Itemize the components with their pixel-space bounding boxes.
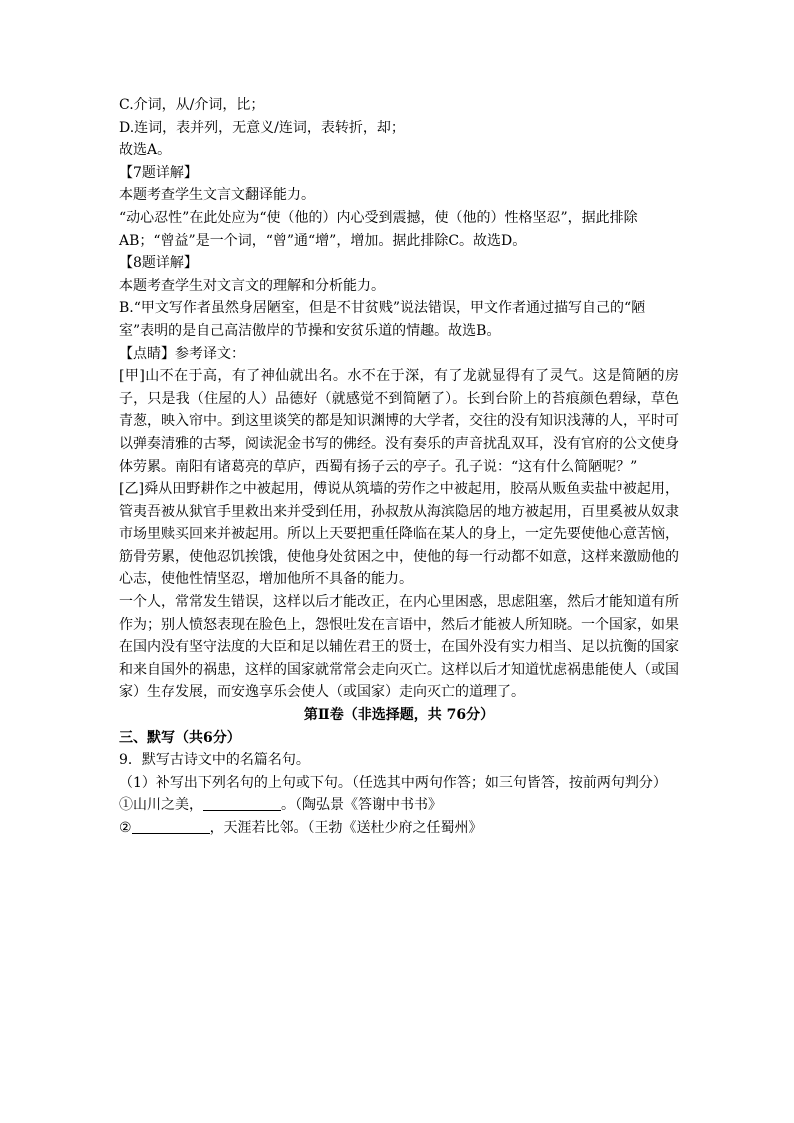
- fill-item-2-suffix: ，天涯若比邻。（王勃《送杜少府之任蜀州》: [209, 820, 483, 836]
- fill-item-1: [119, 794, 679, 817]
- question-9: 9．默写古诗文中的名篇名句。: [119, 752, 310, 769]
- translation-people: 一个人，常常发生错误，这样以后才能改正，在内心里困惑，思虑阻塞，然后才能知道有所作为；别人愤怒表现在脸色上，怨恨吐发在言语中，然后才能被人所知晓。一个国家，如果在国内没有坚守法度的大臣和足以辅佐君王的贤士，在国外没有实力相当、足以抗衡的国家和来自国外的祸患，这样的国家就常常会走向灭亡。这样以后才知道忧虑祸患能使人（或国家）生存发展，而安逸享乐会使人（或国家）走向灭亡的道理了。: [119, 594, 679, 701]
- fill-item-1-suffix: 。（陶弘景《答谢中书书》: [281, 797, 442, 814]
- q7-explain-1: “动心忍性”在此处应为“使（他的）内心受到震撼，使（他的）性格坚忍”，据此排除: [119, 209, 638, 226]
- option-d-line: D.连词，表并列，无意义/连词，表转折，却；: [119, 119, 405, 136]
- translation-yi: [乙]舜从田野耕作之中被起用，傅说从筑墙的劳作之中被起用，胶鬲从贩鱼卖盐中被起用，管夷吾被从狱官手里救出来并受到任用，孙叔敖从海滨隐居的地方被起用，百里奚被从奴隶市场里赎买回来并被起用。所以上天要把重任降临在某人的身上，一定先要使他心意苦恼，筋骨劳累，使他忍饥挨饿，使他身处贫困之中，使他的每一行动都不如意，这样来激励他的心志，使他性情坚忍，增加他所不具备的能力。: [119, 481, 679, 588]
- fill-item-2-prefix: ②: [119, 820, 132, 836]
- q8-intro: 本题考查学生对文言文的理解和分析能力。: [119, 277, 385, 294]
- q7-intro: 本题考查学生文言文翻译能力。: [119, 187, 315, 204]
- option-c-line: C.介词，从/介词，比；: [119, 97, 265, 113]
- fill-item-2: [119, 817, 679, 840]
- q7-heading: 【7题详解】: [119, 164, 198, 181]
- q8-explain-2: 室”表明的是自己高洁傲岸的节操和安贫乐道的情趣。故选B。: [119, 322, 501, 339]
- section-title: 第Ⅱ卷（非选择题，共 76分）: [303, 707, 495, 724]
- part-heading: 三、默写（共6分）: [119, 729, 241, 746]
- q8-explain-1: B.“甲文写作者虽然身居陋室，但是不甘贫贱”说法错误，甲文作者通过描写自己的“陋: [119, 300, 646, 317]
- document-page: [119, 94, 679, 840]
- tip-heading: 【点睛】参考译文：: [119, 345, 245, 362]
- q8-heading: 【8题详解】: [119, 255, 198, 272]
- q7-explain-2: AB；“曾益”是一个词，“曾”通“增”，增加。据此排除C。故选D。: [119, 232, 527, 249]
- translation-jia: [甲]山不在于高，有了神仙就出名。水不在于深，有了龙就显得有了灵气。这是简陋的房子，只是我（住屋的人）品德好（就感觉不到简陋了）。长到台阶上的苔痕颜色碧绿，草色青葱，映入帘中。到这里谈笑的都是知识渊博的大学者，交往的没有知识浅薄的人，平时可以弹奏清雅的古琴，阅读泥金书写的佛经。没有奏乐的声音扰乱双耳，没有官府的公文使身体劳累。南阳有诸葛亮的草庐，西蜀有扬子云的亭子。孔子说：“这有什么简陋呢？”: [119, 368, 679, 475]
- fill-item-1-prefix: ①山川之美，: [119, 797, 203, 814]
- fill-blank-2[interactable]: [132, 819, 210, 834]
- fill-blank-1[interactable]: [203, 796, 281, 811]
- question-9-1: （1）补写出下列名句的上句或下句。（任选其中两句作答；如三句皆答，按前两句判分）: [119, 774, 667, 791]
- answer-a-line: 故选A。: [119, 142, 172, 159]
